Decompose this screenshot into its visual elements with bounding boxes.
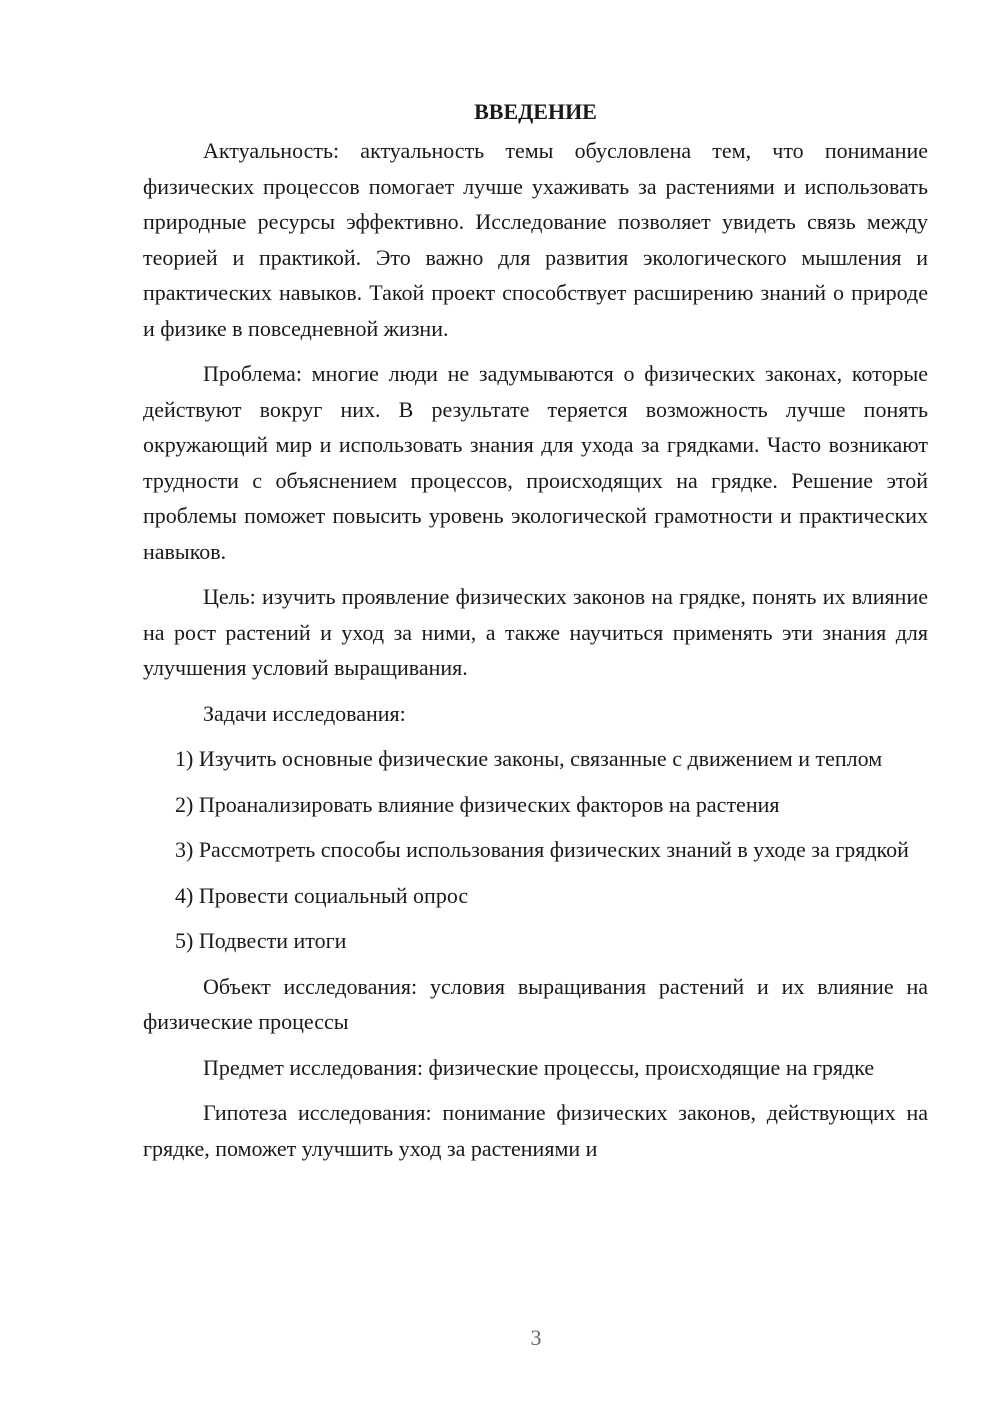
problem-paragraph: Проблема: многие люди не задумываются о физических законах, которые действуют вокруг них. В результате теряется возможность лучше понять окружающий мир и использовать знания для ухода за грядками. Часто возникают трудности с объяснением процессов, происходящих на грядке. Решение этой проблемы поможет повысить уровень экологической грамотности и практических навыков. bbox=[143, 361, 928, 564]
section-heading: ВВЕДЕНИЕ bbox=[474, 99, 597, 124]
page-number: 3 bbox=[530, 1325, 542, 1350]
page-content bbox=[143, 94, 928, 1176]
tasks-title: Задачи исследования: bbox=[203, 700, 406, 726]
subject-paragraph: Предмет исследования: физические процессы, происходящие на грядке bbox=[203, 1054, 875, 1080]
hypothesis-paragraph: Гипотеза исследования: понимание физических законов, действующих на грядке, поможет улучшить уход за растениями и bbox=[143, 1100, 928, 1161]
relevance-paragraph: Актуальность: актуальность темы обусловлена тем, что понимание физических процессов помогает лучше ухаживать за растениями и использовать природные ресурсы эффективно. Исследование позволяет увидеть связь между теорией и практикой. Это важно для развития экологического мышления и практических навыков. Такой проект способствует расширению знаний о природе и физике в повседневной жизни. bbox=[143, 138, 928, 341]
goal-paragraph: Цель: изучить проявление физических законов на грядке, понять их влияние на рост растений и уход за ними, а также научиться применять эти знания для улучшения условий выращивания. bbox=[143, 584, 928, 680]
task-item-4: 4) Провести социальный опрос bbox=[175, 882, 469, 908]
task-item-2: 2) Проанализировать влияние физических факторов на растения bbox=[175, 791, 780, 817]
task-item-1: 1) Изучить основные физические законы, связанные с движением и теплом bbox=[175, 746, 883, 771]
object-paragraph: Объект исследования: условия выращивания растений и их влияние на физические процессы bbox=[143, 973, 928, 1034]
task-item-5: 5) Подвести итоги bbox=[175, 928, 347, 953]
task-item-3: 3) Рассмотреть способы использования физических знаний в уходе за грядкой bbox=[175, 837, 909, 862]
